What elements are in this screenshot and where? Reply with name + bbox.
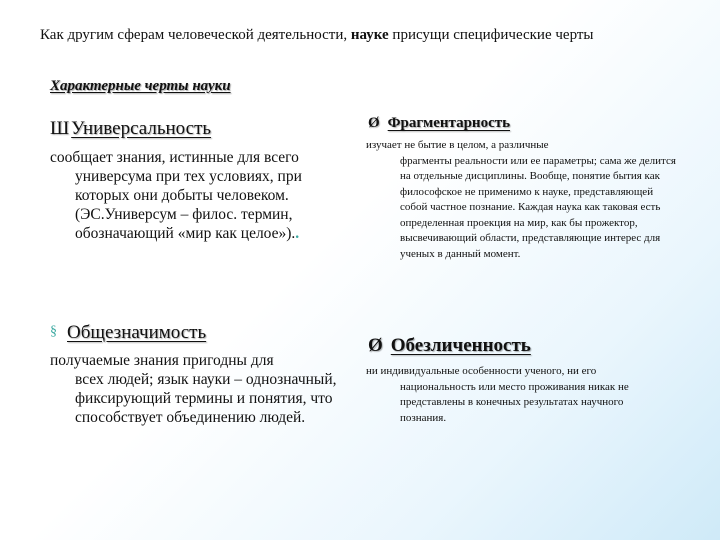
slide-title: [40, 27, 720, 44]
slide-title-bold: науке: [350, 27, 389, 43]
paragraph-fragmentarity: [366, 138, 676, 262]
heading-impersonality: [368, 335, 531, 357]
paragraph-general-validity-first-line: получаемые знания пригодны для: [50, 352, 274, 369]
paragraph-fragmentarity-first-line: изучает не бытие в целом, а различные: [366, 139, 549, 151]
heading-universality-label: Универсальность: [71, 118, 212, 139]
arrow-bullet-icon: Ø: [368, 115, 380, 131]
trailing-dot: .: [295, 225, 300, 242]
paragraph-impersonality-rest: национальность или место проживания никак не представлены в конечных результатах научного познания.: [400, 380, 629, 424]
paragraph-universality: [50, 148, 355, 243]
section-heading: Характерные черты науки: [50, 78, 231, 94]
paragraph-impersonality-first-line: ни индивидуальные особенности ученого, ни его: [366, 365, 597, 377]
slide-title-post: присущи специфические черты: [388, 27, 594, 43]
heading-impersonality-label: Обезличенность: [390, 335, 531, 356]
square-bullet-icon: §: [50, 324, 57, 339]
heading-universality: [50, 118, 211, 140]
bullet-sh-glyph: Ш: [50, 118, 70, 139]
paragraph-general-validity: [50, 351, 355, 427]
paragraph-impersonality: [366, 364, 671, 426]
paragraph-general-validity-rest: всех людей; язык науки – однозначный, фиксирующий термины и понятия, что способствует объединению людей.: [75, 371, 337, 426]
arrow-bullet-icon: Ø: [368, 335, 383, 356]
heading-fragmentarity: [368, 115, 510, 132]
heading-general-validity: [50, 322, 206, 344]
paragraph-universality-rest: универсума при тех условиях, при которых они добыты человеком. (ЭС.Универсум – филос. термин, обозначающий «мир как целое»).: [75, 168, 302, 242]
heading-general-validity-label: Общезначимость: [67, 322, 207, 343]
paragraph-universality-first-line: сообщает знания, истинные для всего: [50, 149, 299, 166]
paragraph-fragmentarity-rest: фрагменты реальности или ее параметры; сама же делится на отдельные дисциплины. Вообще, понятие бытия как философское не применимо к науке, представляющей собой частное познание. Каждая наука как таковая есть определенная проекция на мир, как бы прожектор, высвечивающий области, представляющие интерес для ученых в данный момент.: [400, 154, 676, 260]
slide-title-pre: Как другим сферам человеческой деятельности,: [40, 27, 351, 43]
heading-fragmentarity-label: Фрагментарность: [387, 115, 511, 131]
